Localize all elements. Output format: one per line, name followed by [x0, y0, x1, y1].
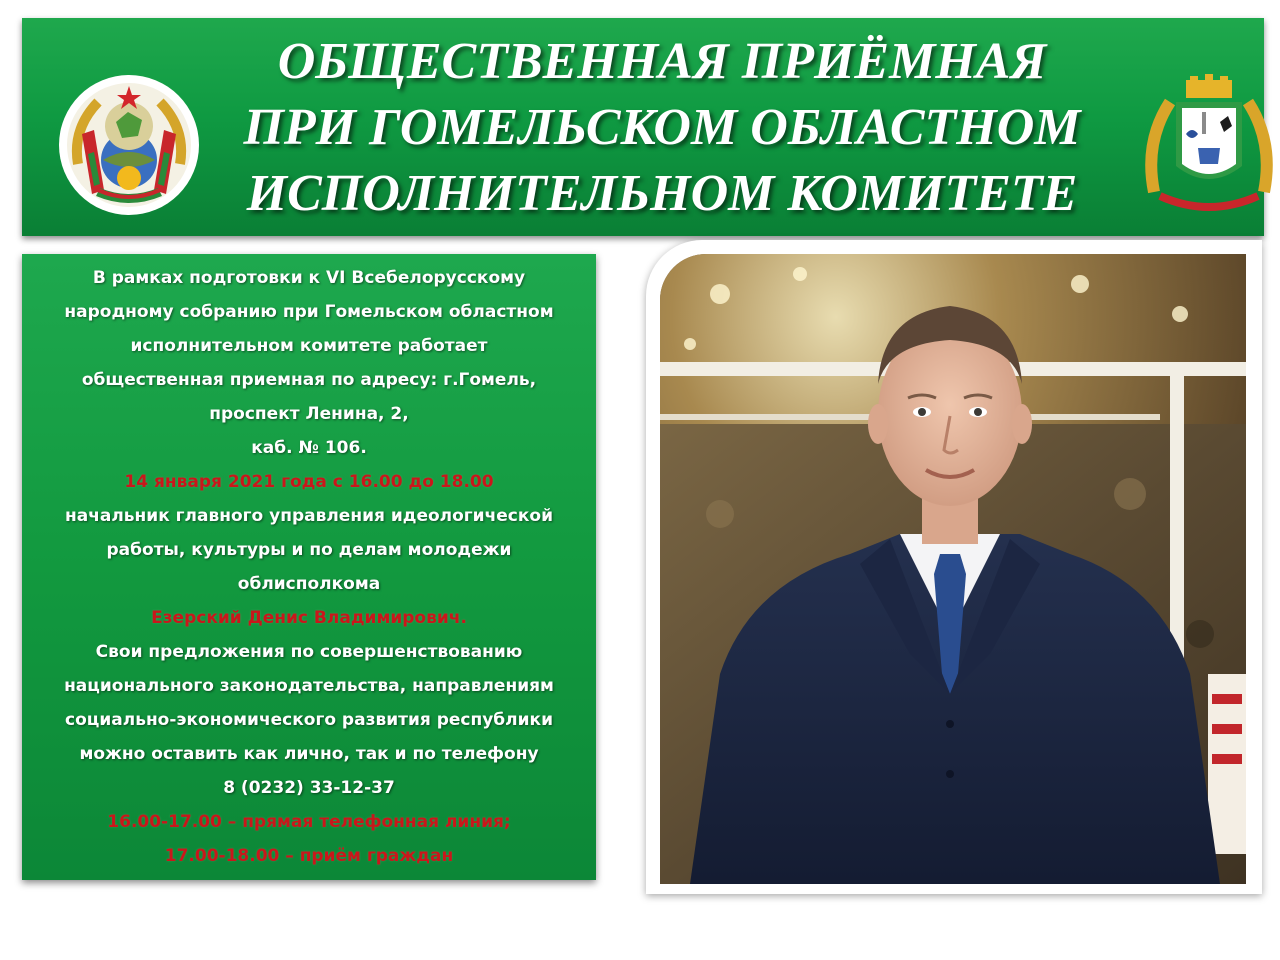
reception-date: 14 января 2021 года с 16.00 до 18.00 [124, 472, 494, 492]
info-line: Свои предложения по совершенствованию [95, 642, 523, 662]
schedule-line: 16.00-17.00 – прямая телефонная линия; [107, 812, 511, 832]
info-panel [22, 254, 596, 880]
official-name: Езерский Денис Владимирович. [151, 608, 467, 628]
info-line: облисполкома [237, 574, 381, 594]
info-line: исполнительном комитете работает [130, 336, 488, 356]
title-line: ИСПОЛНИТЕЛЬНОМ КОМИТЕТЕ [246, 165, 1078, 222]
title-line: ОБЩЕСТВЕННАЯ ПРИЁМНАЯ [277, 33, 1047, 90]
belarus-coat-of-arms-icon [58, 74, 200, 216]
schedule-line: 17.00-18.00 – приём граждан [164, 846, 454, 866]
info-line: проспект Ленина, 2, [209, 404, 409, 424]
info-line: социально-экономического развития республики [65, 710, 553, 730]
info-line: национального законодательства, направлениям [64, 676, 554, 696]
info-line: общественная приемная по адресу: г.Гомель, [81, 370, 537, 390]
info-line: В рамках подготовки к VI Всебелорусскому [92, 268, 526, 288]
info-line: работы, культуры и по делам молодежи [106, 540, 512, 560]
page-title [182, 28, 1142, 228]
info-line: народному собранию при Гомельском областном [64, 302, 554, 322]
header-banner [22, 18, 1264, 236]
portrait-photo [660, 254, 1246, 884]
info-line: каб. № 106. [251, 438, 367, 458]
info-line: можно оставить как лично, так и по телефону [79, 744, 539, 764]
portrait-illustration [660, 254, 1246, 884]
phone-number: 8 (0232) 33-12-37 [223, 778, 395, 798]
title-line: ПРИ ГОМЕЛЬСКОМ ОБЛАСТНОМ [243, 99, 1081, 156]
gomel-region-coat-of-arms-icon [1140, 72, 1278, 214]
info-line: начальник главного управления идеологической [64, 506, 554, 526]
